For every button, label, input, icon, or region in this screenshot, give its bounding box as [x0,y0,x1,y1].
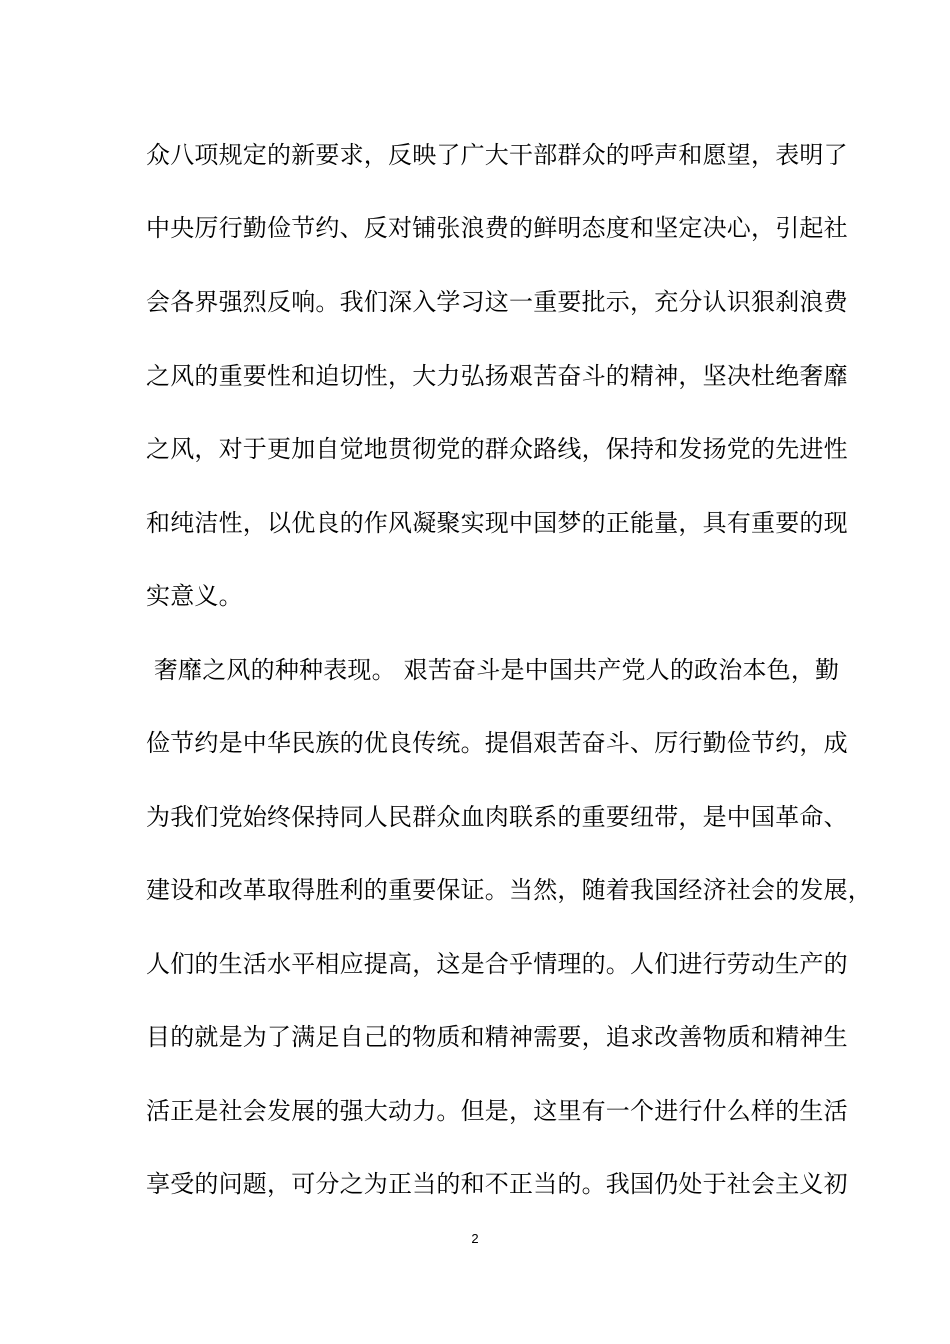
text-line: 活正是社会发展的强大动力。但是，这里有一个进行什么样的生活 [146,1097,848,1125]
text-line: 为我们党始终保持同人民群众血肉联系的重要纽带，是中国革命、 [146,803,848,831]
text-line: 之风的重要性和迫切性，大力弘扬艰苦奋斗的精神，坚决杜绝奢靡 [146,362,848,390]
text-line: 目的就是为了满足自己的物质和精神需要，追求改善物质和精神生 [146,1023,848,1051]
page-number: 2 [471,1231,479,1246]
text-line: 享受的问题，可分之为正当的和不正当的。我国仍处于社会主义初 [146,1170,848,1198]
text-line: 之风，对于更加自觉地贯彻党的群众路线，保持和发扬党的先进性 [146,435,848,463]
section-heading-line: 奢靡之风的种种表现。 艰苦奋斗是中国共产党人的政治本色，勤 [146,656,840,684]
text-line: 建设和改革取得胜利的重要保证。当然，随着我国经济社会的发展， [146,876,872,904]
text-line: 实意义。 [146,582,243,610]
text-line: 会各界强烈反响。我们深入学习这一重要批示，充分认识狠刹浪费 [146,288,848,316]
text-line: 俭节约是中华民族的优良传统。提倡艰苦奋斗、厉行勤俭节约，成 [146,729,848,757]
text-line: 众八项规定的新要求，反映了广大干部群众的呼声和愿望，表明了 [146,141,848,169]
text-line: 中央厉行勤俭节约、反对铺张浪费的鲜明态度和坚定决心，引起社 [146,214,848,242]
text-line: 人们的生活水平相应提高，这是合乎情理的。人们进行劳动生产的 [146,950,848,978]
text-line: 和纯洁性，以优良的作风凝聚实现中国梦的正能量，具有重要的现 [146,509,848,537]
